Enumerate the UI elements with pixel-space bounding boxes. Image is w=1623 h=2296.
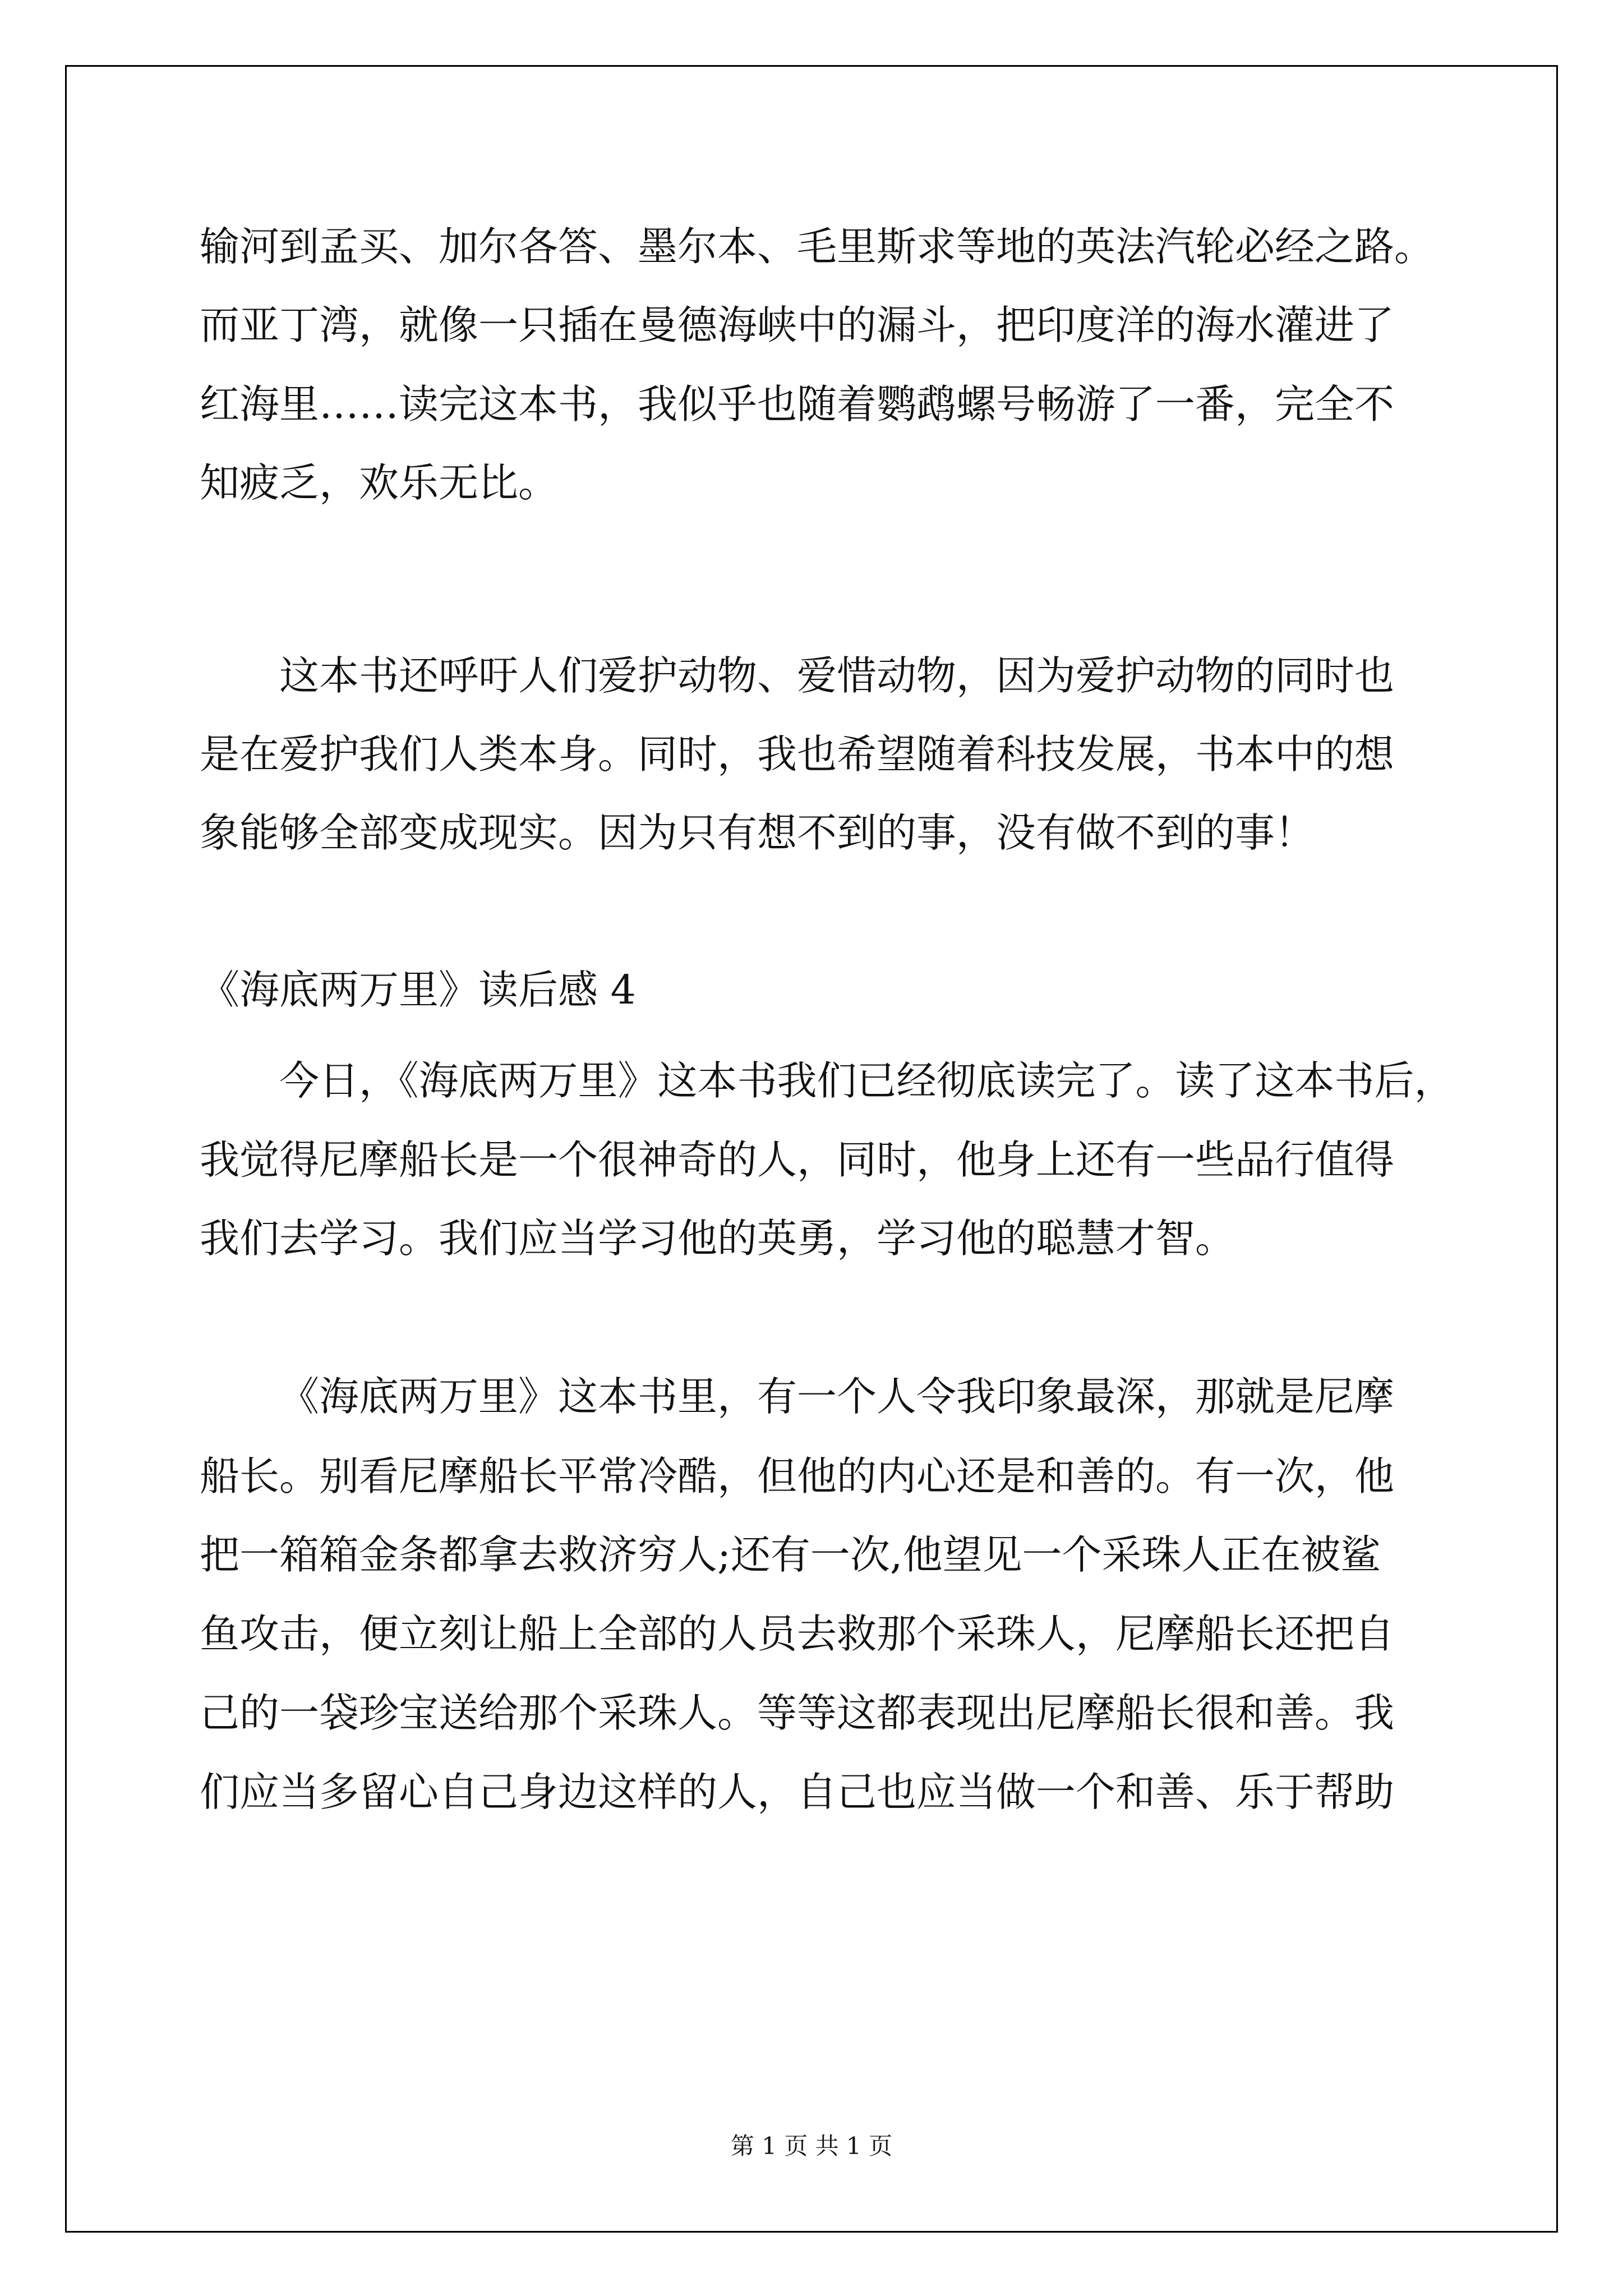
- text-line: 知疲乏，欢乐无比。: [200, 459, 559, 506]
- text-line: 鱼攻击，便立刻让船上全部的人员去救那个采珠人，尼摩船长还把自: [200, 1611, 1395, 1657]
- text-line: 我觉得尼摩船长是一个很神奇的人，同时，他身上还有一些品行值得: [200, 1137, 1395, 1183]
- text-line: 船长。别看尼摩船长平常冷酷，但他的内心还是和善的。有一次，他: [200, 1453, 1395, 1499]
- paragraph-first-line: 《海底两万里》这本书里，有一个人令我印象最深，那就是尼摩: [279, 1373, 1395, 1420]
- text-line: 们应当多留心自己身边这样的人，自己也应当做一个和善、乐于帮助: [200, 1769, 1395, 1815]
- paragraph-first-line: 今日，《海底两万里》这本书我们已经彻底读完了。读了这本书后，: [279, 1057, 1454, 1104]
- text-line: 输河到孟买、加尔各答、墨尔本、毛里斯求等地的英法汽轮必经之路。: [200, 223, 1435, 270]
- text-line: 象能够全部变成现实。因为只有想不到的事，没有做不到的事！: [200, 809, 1315, 856]
- text-line: 我们去学习。我们应当学习他的英勇，学习他的聪慧才智。: [200, 1215, 1235, 1262]
- paragraph-first-line: 这本书还呼吁人们爱护动物、爱惜动物，因为爱护动物的同时也: [279, 652, 1395, 699]
- text-line: 把一箱箱金条都拿去救济穷人;还有一次,他望见一个采珠人正在被鲨: [200, 1531, 1381, 1578]
- page-number-footer: 第 1 页 共 1 页: [730, 2132, 893, 2160]
- text-line: 红海里……读完这本书，我似乎也随着鹦鹉螺号畅游了一番，完全不: [200, 381, 1395, 427]
- text-line: 己的一袋珍宝送给那个采珠人。等等这都表现出尼摩船长很和善。我: [200, 1690, 1395, 1736]
- section-heading: 《海底两万里》读后感 4: [200, 967, 636, 1013]
- text-line: 是在爱护我们人类本身。同时，我也希望随着科技发展，书本中的想: [200, 731, 1395, 777]
- text-line: 而亚丁湾，就像一只插在曼德海峡中的漏斗，把印度洋的海水灌进了: [200, 302, 1395, 348]
